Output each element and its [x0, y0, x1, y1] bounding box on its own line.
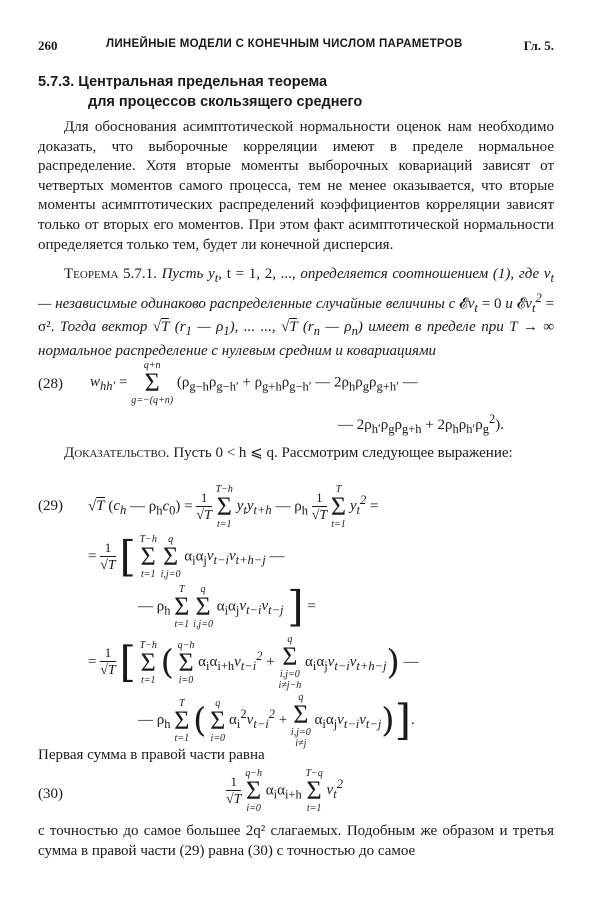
section-title — [38, 72, 538, 112]
running-title: ЛИНЕЙНЫЕ МОДЕЛИ С КОНЕЧНЫМ ЧИСЛОМ ПАРАМЕТРОВ — [106, 38, 463, 50]
eq30-label: (30) — [38, 786, 63, 802]
section-title-line2: для процессов скользящего среднего — [88, 94, 363, 110]
theorem-block — [38, 265, 554, 361]
proof-label: Доказательство. — [64, 445, 170, 461]
theorem-number: 5.7.1. — [123, 266, 157, 282]
equation-29: (29) √T ($c_h$ — $\rho_hc_0$) = $\frac{1}{√T}$ T−h Σ t=1 $y_ty_{t+h}$ — $\rho_h$ $\frac{1}{√T}$ T Σ t=1 $y_t^2$ = = $\frac{1}{√T}$ [ T−h Σ t=1 q Σ i,j=0 $\alpha_i\alpha_jv_{t-i}v_{t+h-j}$ — — $\rho_h$ T Σ t=1 q Σ i,j=0 $\alpha_i\alpha_jv_{t-i}v_{t-j}$ ] = = $\frac{1}{√T}$ [ T−h Σ t=1 ( q−h Σ i=0 $\alpha_i\alpha_{i+h}v_{t-i}^2$ + q Σ i,j=0 i≠j−h $\alpha_i\alpha_jv_{t-i}v_{t+h-j}$) — — $\rho_h$ T Σ t=1 ( q Σ i=0 $\alpha_i^2v_{t-i}^2$ + q Σ i,j=0 i≠j $\alpha_i\alpha_jv_{t-i}v_{t-j}$)]. — [38, 484, 419, 749]
after-eq29-text: Первая сумма в правой части равна — [38, 747, 265, 763]
intro-paragraph: Для обоснования асимптотической нормальности оценок нам необходимо доказать, что выборочные корреляции имеют в пределе нормальное распределение. Хотя вторые моменты выборочных ковариаций зависят от четвертых моментов самого процесса, тем не менее оказывается, что вторые моменты асимптотических распределений коэффициентов корреляции зависят только от вторых его моментов. При этом факт асимптотической нормальности определяется только тем, будет ли конечной дисперсия. — [38, 119, 554, 253]
proof-text: Пусть 0 < h ⩽ q. Рассмотрим следующее выражение: — [173, 445, 513, 461]
theorem-label: Теорема — [64, 266, 119, 282]
section-title-line1: 5.7.3. Центральная предельная теорема — [38, 74, 328, 90]
running-header — [38, 38, 554, 56]
equation-30: (30) $\frac{1}{√T}$ q−h Σ i=0 $\alpha_i\alpha_{i+h}$ T−q Σ t=1 $v_t^2$ — [38, 768, 343, 814]
theorem-text: Пусть $y_t$, t = 1, 2, ..., определяется соотношением (1), где $v_t$ — независимые одинаково распределенные случайные величины с 𝓔v$_t$ = 0 и 𝓔v$_t^2$ = σ². Тогда вектор √T ($r_1$ — $\rho_1$), ... ..., √T ($r_n$ — $\rho_n$) имеет в пределе при T → ∞ нормальное распределение с нулевым средним и ковариациями — [38, 266, 555, 359]
chapter-label: Гл. 5. — [523, 38, 554, 53]
closing-paragraph: с точностью до самое большее 2q² слагаемых. Подобным же образом и третья сумма в правой части (29) равна (30) с точностью до самое — [38, 823, 554, 859]
page-number: 260 — [38, 38, 58, 53]
eq29-label: (29) — [38, 498, 63, 514]
equation-28: (28) $w_{hh'}$ = q+n Σ g=−(q+n) ($\rho_{g-h}\rho_{g-h'} + \rho_{g+h}\rho_{g-h'}$ — $2\rho_h\rho_g\rho_{g+h'}$ — — $2\rho_{h'}\rho_g\rho_{g+h} + 2\rho_h\rho_{h'}\rho_g^2$). — [38, 360, 504, 436]
eq28-label: (28) — [38, 376, 63, 392]
proof-intro — [38, 444, 554, 464]
